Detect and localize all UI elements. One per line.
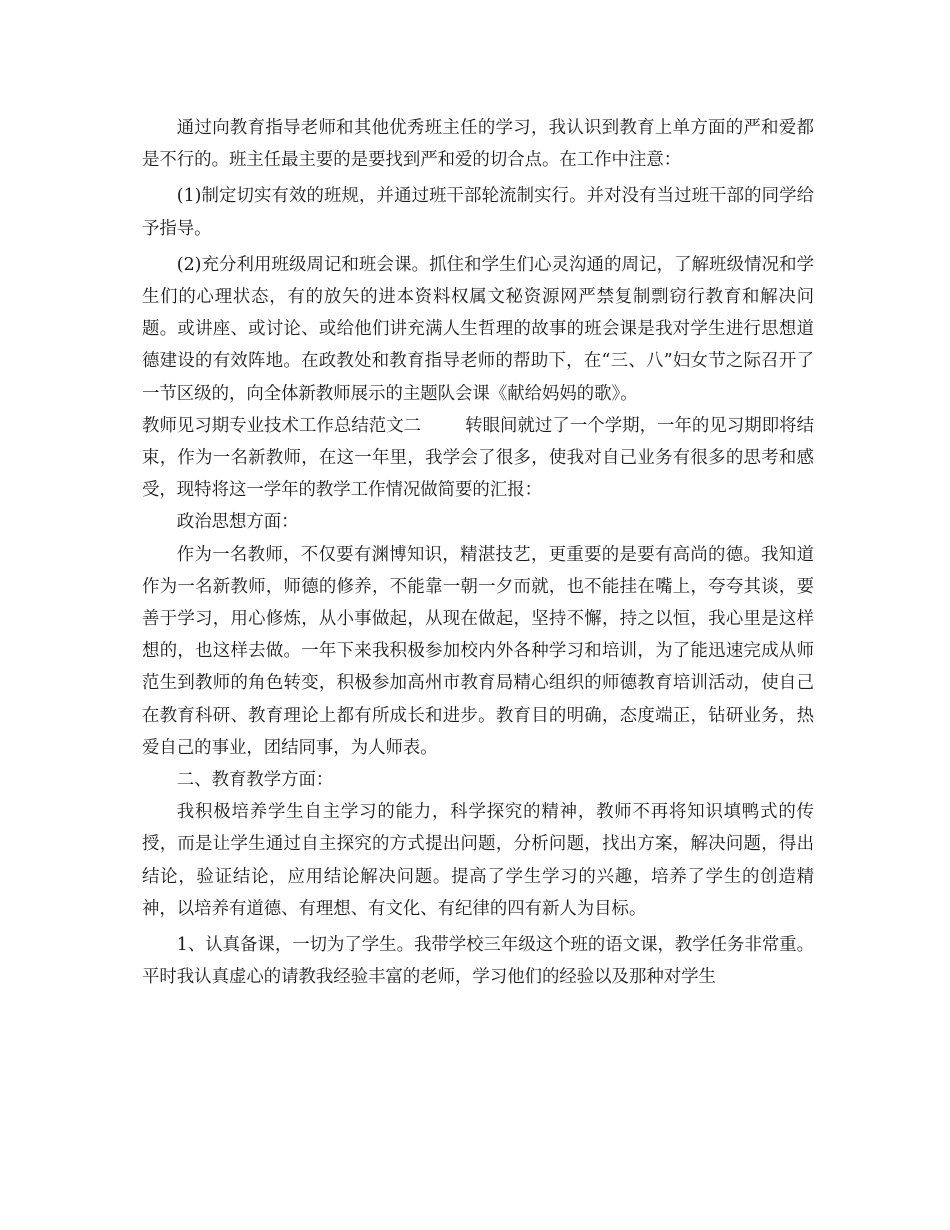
paragraph-weekly-journal: (2)充分利用班级周记和班会课。抓住和学生们心灵沟通的周记，了解班级情况和学生们的心理状态，有的放矢的进本资料权属文秘资源网严禁复制剽窃行教育和解决问题。或讲座、或讨论、或给他们讲充满人生哲理的故事的班会课是我对学生进行思想道德建设的有效阵地。在政教处和教育指导老师的帮助下，在“三、八”妇女节之际召开了一节区级的，向全体新教师展示的主题队会课《献给妈妈的歌》。 — [142, 254, 814, 404]
paragraph-self-learning: 我积极培养学生自主学习的能力，科学探究的精神，教师不再将知识填鸭式的传授，而是让学生通过自主探究的方式提出问题，分析问题，找出方案，解决问题，得出结论，验证结论，应用结论解决问题。提高了学生学习的兴趣，培养了学生的创造精神，以培养有道德、有理想、有文化、有纪律的四有新人为目标。 — [142, 802, 814, 919]
document-page — [142, 112, 814, 993]
paragraph-political-heading: 政治思想方面： — [176, 512, 299, 533]
paragraph-strict-and-love: 通过向教育指导老师和其他优秀班主任的学习，我认识到教育上单方面的严和爱都是不行的。班主任最主要的是要找到严和爱的切合点。在工作中注意： — [142, 118, 814, 171]
section-intro-text: 转眼间就过了一个学期，一年的见习期即将结束，作为一名新教师，在这一年里，我学会了很多，使我对自己业务有很多的思考和感受，现特将这一学年的教学工作情况做简要的汇报： — [142, 415, 814, 501]
section-heading: 教师见习期专业技术工作总结范文二 — [142, 415, 422, 436]
paragraph-teaching-heading: 二、教育教学方面： — [176, 770, 334, 791]
paragraph-class-rules: (1)制定切实有效的班规，并通过班干部轮流制实行。并对没有当过班干部的同学给予指导。 — [142, 186, 814, 239]
paragraph-lesson-prep: 1、认真备课，一切为了学生。我带学校三年级这个班的语文课，教学任务非常重。平时我认真虚心的请教我经验丰富的老师，学习他们的经验以及那种对学生 — [142, 935, 814, 988]
paragraph-teacher-ethics: 作为一名教师，不仅要有渊博知识，精湛技艺，更重要的是要有高尚的德。我知道作为一名新教师，师德的修养，不能靠一朝一夕而就，也不能挂在嘴上，夸夸其谈，要善于学习，用心修炼，从小事做起，从现在做起，坚持不懈，持之以恒，我心里是这样想的，也这样去做。一年下来我积极参加校内外各种学习和培训，为了能迅速完成从师范生到教师的角色转变，积极参加高州市教育局精心组织的师德教育培训活动，使自己在教育科研、教育理论上都有所成长和进步。教育目的明确，态度端正，钻研业务，热爱自己的事业，团结同事，为人师表。 — [142, 544, 814, 758]
paragraph-section-two — [142, 410, 814, 507]
